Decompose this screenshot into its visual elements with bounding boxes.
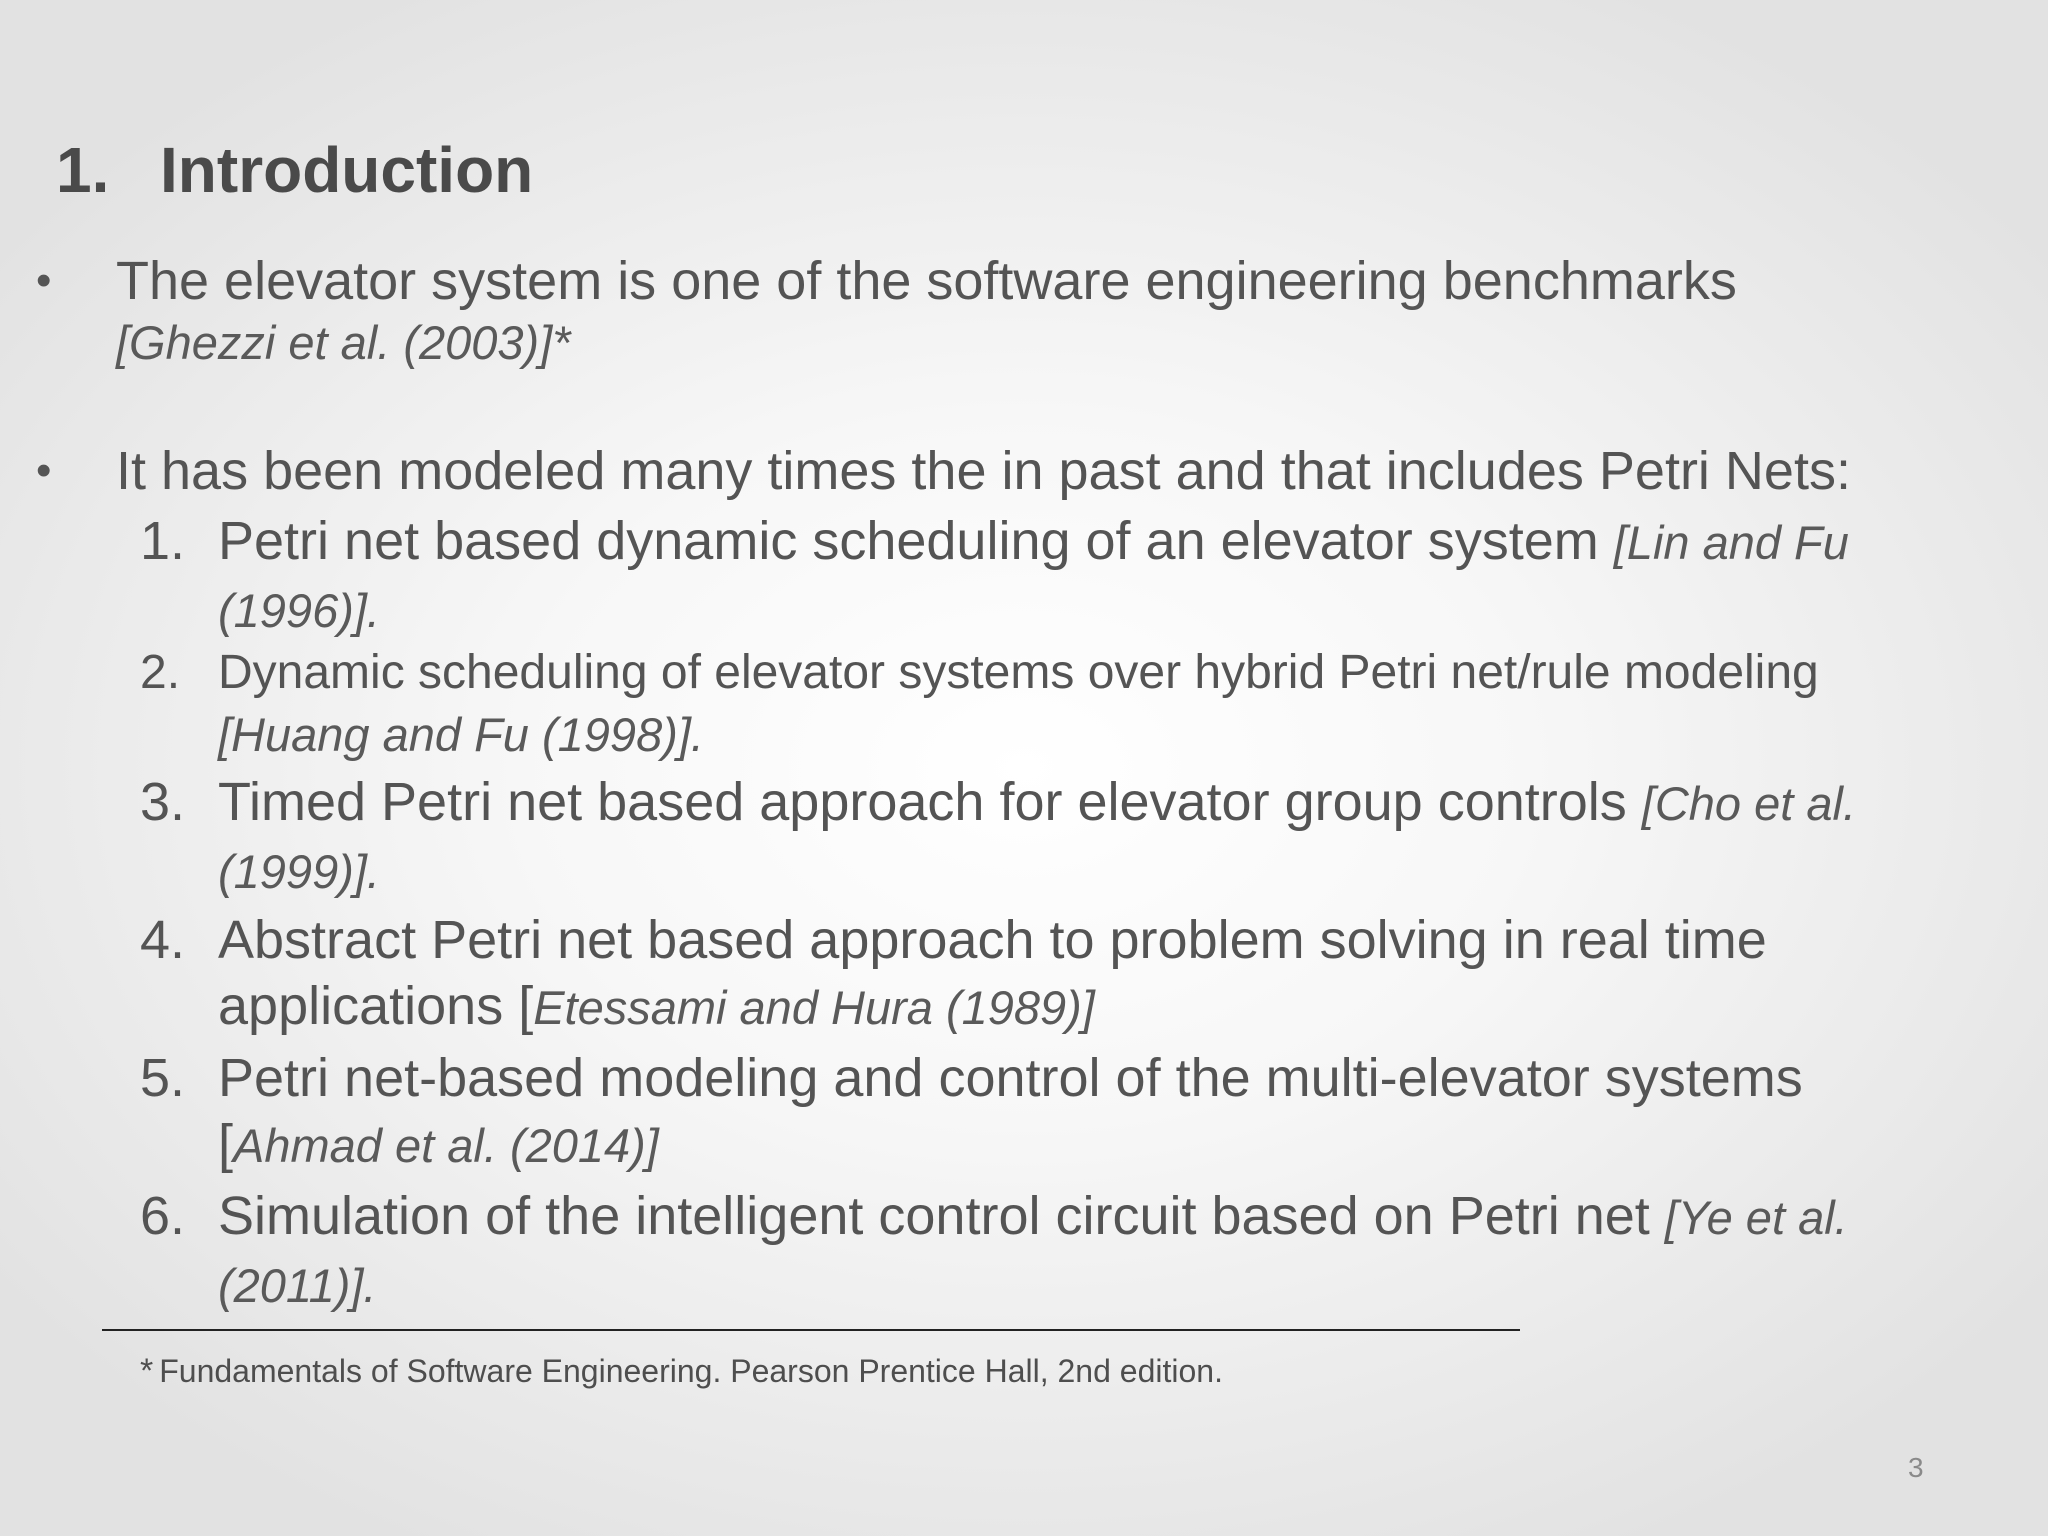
- item-number: 5.: [140, 1048, 186, 1108]
- item-text-cont: [: [218, 1114, 234, 1174]
- footnote: [140, 1352, 1223, 1391]
- item-number: 3.: [140, 772, 186, 832]
- item-citation-cont: (1999)].: [218, 845, 380, 898]
- bullet-dot: •: [36, 446, 52, 495]
- petri-net-references-list: [140, 508, 2020, 1319]
- item-text: Petri net-based modeling and control of the multi-elevator systems: [218, 1048, 1803, 1108]
- footnote-divider: [102, 1329, 1520, 1331]
- slide-title: [56, 134, 533, 208]
- item-citation: Etessami and Hura (1989)]: [533, 981, 1095, 1034]
- item-number: 2.: [140, 646, 181, 699]
- title-number: 1.: [56, 134, 110, 206]
- list-item: [140, 508, 2020, 644]
- item-citation-cont: (1996)].: [218, 584, 380, 637]
- list-item: [140, 907, 2020, 1041]
- item-text: Petri net based dynamic scheduling of an elevator system: [218, 511, 1614, 571]
- item-text: Timed Petri net based approach for elevator group controls: [218, 772, 1642, 832]
- footnote-marker: *: [140, 1352, 154, 1390]
- bullet-petri-nets: [36, 440, 2026, 502]
- item-citation: [Huang and Fu (1998)].: [218, 708, 704, 761]
- list-item: [140, 642, 2020, 767]
- footnote-text: Fundamentals of Software Engineering. Pearson Prentice Hall, 2nd edition.: [159, 1353, 1223, 1389]
- item-citation: Ahmad et al. (2014)]: [233, 1119, 659, 1172]
- bullet-benchmark: [36, 250, 2026, 374]
- item-text-cont: applications [: [218, 976, 534, 1036]
- item-number: 1.: [140, 511, 186, 571]
- list-item: [140, 1183, 2020, 1319]
- page-number: 3: [1908, 1452, 1924, 1483]
- item-text: Simulation of the intelligent control circuit based on Petri net: [218, 1186, 1665, 1246]
- item-text: Abstract Petri net based approach to problem solving in real time: [218, 910, 1767, 970]
- list-item: [140, 769, 2020, 905]
- bullet-text: It has been modeled many times the in past and that includes Petri Nets:: [116, 441, 1851, 501]
- item-citation: [Ye et al.: [1664, 1191, 1848, 1244]
- bullet-text: The elevator system is one of the software engineering benchmarks: [116, 251, 1737, 311]
- bullet-citation: [Ghezzi et al. (2003)]*: [116, 316, 571, 369]
- item-number: 4.: [140, 910, 186, 970]
- item-text: Dynamic scheduling of elevator systems over hybrid Petri net/rule modeling: [218, 646, 1819, 699]
- list-item: [140, 1045, 2020, 1179]
- title-text: Introduction: [160, 134, 534, 206]
- item-citation: [Cho et al.: [1641, 777, 1857, 830]
- bullet-dot: •: [36, 256, 52, 305]
- item-citation-cont: (2011)].: [218, 1259, 377, 1312]
- item-citation: [Lin and Fu: [1613, 516, 1849, 569]
- item-number: 6.: [140, 1186, 186, 1246]
